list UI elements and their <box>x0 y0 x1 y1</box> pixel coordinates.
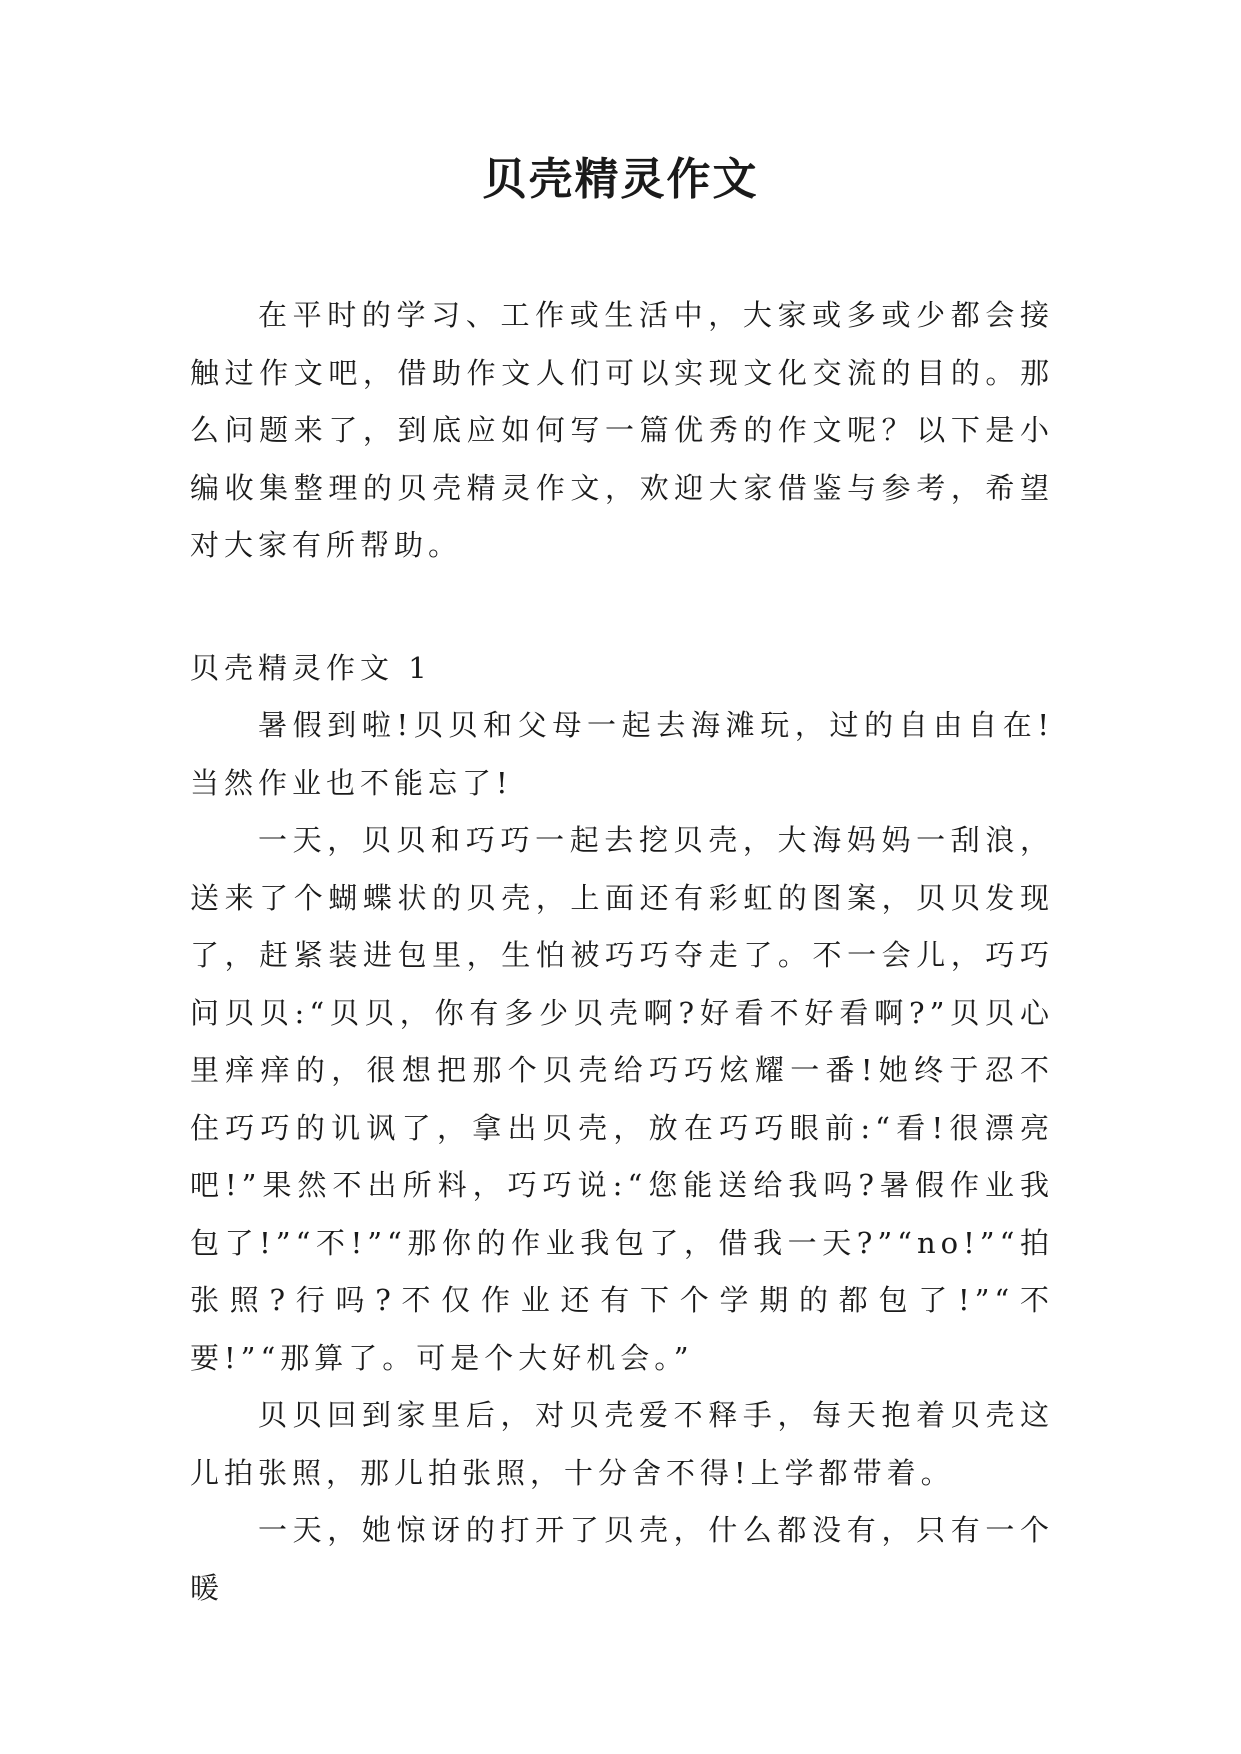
essay-body <box>190 697 1054 1617</box>
essay-paragraph-3: 贝贝回到家里后，对贝壳爱不释手，每天抱着贝壳这儿拍张照，那儿拍张照，十分舍不得!上学都带着。 <box>190 1398 1054 1490</box>
intro-text: 在平时的学习、工作或生活中，大家或多或少都会接触过作文吧，借助作文人们可以实现文化交流的目的。那么问题来了，到底应如何写一篇优秀的作文呢？以下是小编收集整理的贝壳精灵作文，欢迎大家借鉴与参考，希望对大家有所帮助。 <box>190 298 1054 562</box>
essay-paragraph-2: 一天，贝贝和巧巧一起去挖贝壳，大海妈妈一刮浪，送来了个蝴蝶状的贝壳，上面还有彩虹的图案，贝贝发现了，赶紧装进包里，生怕被巧巧夺走了。不一会儿，巧巧问贝贝:“贝贝，你有多少贝壳啊?好看不好看啊?”贝贝心里痒痒的，很想把那个贝壳给巧巧炫耀一番!她终于忍不住巧巧的讥讽了，拿出贝壳，放在巧巧眼前:“看!很漂亮吧!”果然不出所料，巧巧说:“您能送给我吗?暑假作业我包了!”“不!”“那你的作业我包了，借我一天?”“no!”“拍张照?行吗?不仅作业还有下个学期的都包了!”“不要!”“那算了。可是个大好机会。” <box>190 823 1054 1375</box>
essay-paragraph-1: 暑假到啦!贝贝和父母一起去海滩玩，过的自由自在!当然作业也不能忘了! <box>190 708 1054 800</box>
section-heading: 贝壳精灵作文 1 <box>190 651 432 685</box>
essay-paragraph-4: 一天，她惊讶的打开了贝壳，什么都没有，只有一个暖 <box>190 1513 1054 1605</box>
document-title: 贝壳精灵作文 <box>482 154 759 205</box>
intro-paragraph <box>190 287 1054 575</box>
